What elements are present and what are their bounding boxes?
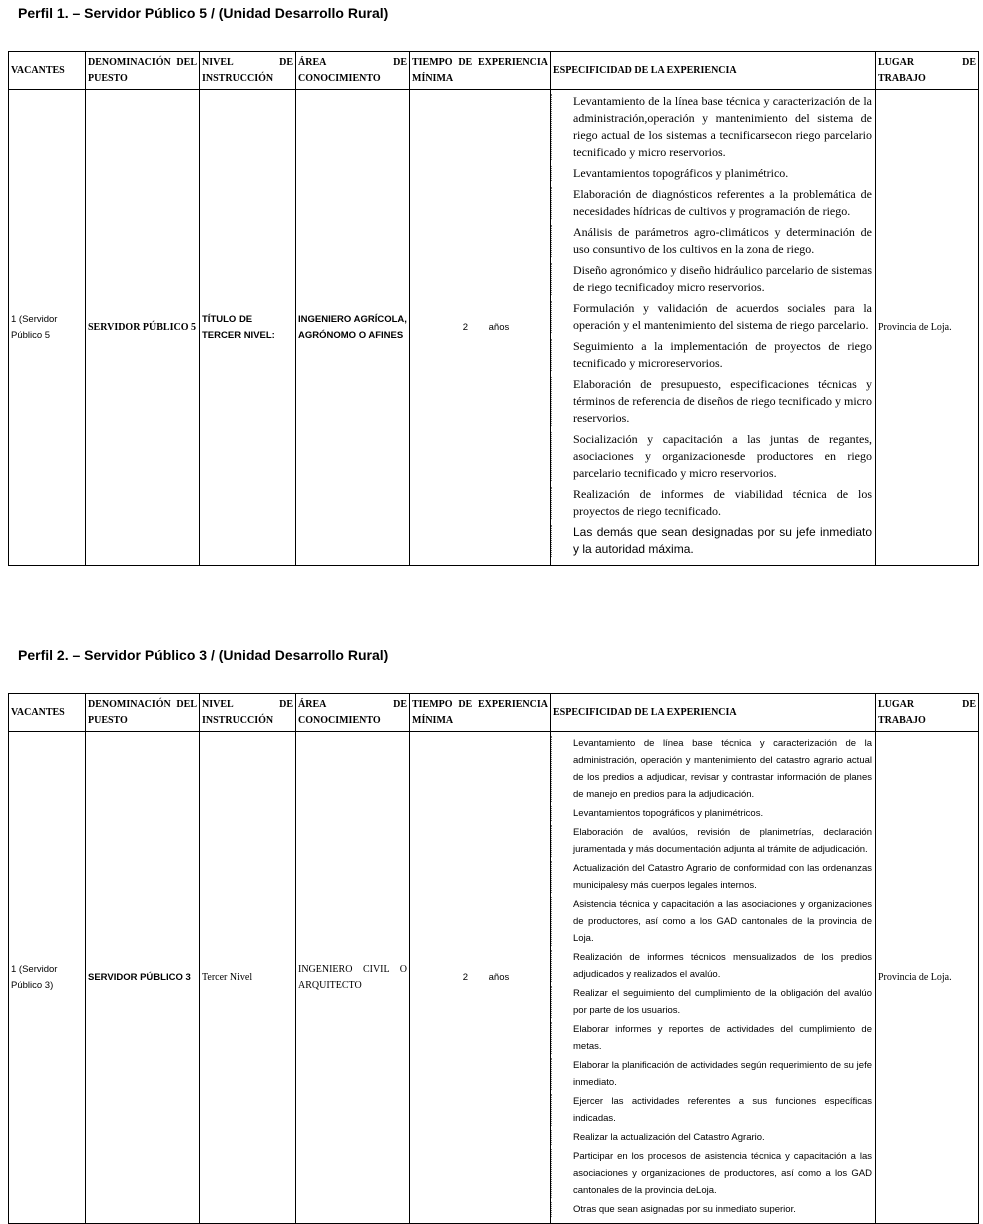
table-row <box>9 732 979 1224</box>
perfil-2-title: Perfil 2. – Servidor Público 3 / (Unidad Desarrollo Rural) <box>18 647 389 663</box>
table-row <box>9 90 979 566</box>
list-item: Otras que sean asignadas por su inmediato superior. <box>551 1201 872 1218</box>
cell-vacantes: 1 (Servidor Público 3) <box>9 732 86 1224</box>
list-item: Realización de informes técnicos mensualizados de los predios adjudicados y realizados el avalúo. <box>551 949 872 983</box>
table-header-row <box>9 694 979 732</box>
perfil-1-title: Perfil 1. – Servidor Público 5 / (Unidad Desarrollo Rural) <box>18 5 389 21</box>
list-item: Realizar la actualización del Catastro Agrario. <box>551 1129 872 1146</box>
tiempo-unit: años <box>488 321 510 333</box>
list-item: Realizar el seguimiento del cumplimiento de la obligación del avalúo por parte de los usuarios. <box>551 985 872 1019</box>
header-especificidad: ESPECIFICIDAD DE LA EXPERIENCIA <box>551 694 876 732</box>
cell-tiempo <box>410 732 551 1224</box>
list-item: Levantamientos topográficos y planimétrico. <box>551 165 872 182</box>
cell-nivel: Tercer Nivel <box>200 732 296 1224</box>
list-item: Ejercer las actividades referentes a sus funciones específicas indicadas. <box>551 1093 872 1127</box>
header-nivel: NIVEL DE INSTRUCCIÓN <box>200 694 296 732</box>
list-item: Elaboración de presupuesto, especificaciones técnicas y términos de referencia de diseños de riego tecnificado y micro reservorios. <box>551 376 872 427</box>
list-item: Asistencia técnica y capacitación a las asociaciones y organizaciones de productores, así como a los GAD cantonales de la provincia de Loja. <box>551 896 872 947</box>
perfil-1-table <box>8 51 979 566</box>
header-tiempo: TIEMPO DE EXPERIENCIA MÍNIMA <box>410 52 551 90</box>
cell-denominacion: SERVIDOR PÚBLICO 5 <box>86 90 200 566</box>
header-area: ÁREA DE CONOCIMIENTO <box>296 52 410 90</box>
list-item: Elaboración de avalúos, revisión de planimetrías, declaración juramentada y más documentación adjunta al trámite de adjudicación. <box>551 824 872 858</box>
cell-tiempo <box>410 90 551 566</box>
list-item: Levantamientos topográficos y planimétricos. <box>551 805 872 822</box>
list-item: Levantamiento de la línea base técnica y caracterización de la administración,operación y mantenimiento del sistema de riego actual de los sistemas a tecnificarsecon riego parcelario tecnificado y micro reservorios. <box>551 93 872 161</box>
tiempo-unit: años <box>488 971 510 983</box>
perfil-2-table <box>8 693 979 1224</box>
especificidad-list <box>551 735 872 1218</box>
header-nivel: NIVEL DE INSTRUCCIÓN <box>200 52 296 90</box>
list-item: Socialización y capacitación a las juntas de regantes, asociaciones y organizacionesde productores en riego parcelario tecnificado y micro reservorios. <box>551 431 872 482</box>
list-item: Actualización del Catastro Agrario de conformidad con las ordenanzas municipalesy más cuerpos legales internos. <box>551 860 872 894</box>
list-item: Elaborar la planificación de actividades según requerimiento de su jefe inmediato. <box>551 1057 872 1091</box>
header-area: ÁREA DE CONOCIMIENTO <box>296 694 410 732</box>
header-vacantes: VACANTES <box>9 52 86 90</box>
list-item: Participar en los procesos de asistencia técnica y capacitación a las asociaciones y organizaciones de productores, así como a los GAD cantonales de la provincia deLoja. <box>551 1148 872 1199</box>
cell-area: INGENIERO CIVIL O ARQUITECTO <box>296 732 410 1224</box>
header-lugar: LUGAR DE TRABAJO <box>876 52 979 90</box>
header-tiempo: TIEMPO DE EXPERIENCIA MÍNIMA <box>410 694 551 732</box>
cell-area: INGENIERO AGRÍCOLA, AGRÓNOMO O AFINES <box>296 90 410 566</box>
header-lugar: LUGAR DE TRABAJO <box>876 694 979 732</box>
list-item: Formulación y validación de acuerdos sociales para la operación y el mantenimiento del sistema de riego parcelario. <box>551 300 872 334</box>
cell-vacantes: 1 (Servidor Público 5 <box>9 90 86 566</box>
table-header-row <box>9 52 979 90</box>
header-especificidad: ESPECIFICIDAD DE LA EXPERIENCIA <box>551 52 876 90</box>
list-item: Seguimiento a la implementación de proyectos de riego tecnificado y microreservorios. <box>551 338 872 372</box>
tiempo-number: 2 <box>462 971 468 983</box>
cell-lugar: Provincia de Loja. <box>876 732 979 1224</box>
list-item: Elaborar informes y reportes de actividades del cumplimiento de metas. <box>551 1021 872 1055</box>
list-item: Levantamiento de línea base técnica y caracterización de la administración, operación y mantenimiento del catastro agrario actual de los predios a adjudicar, revisar y contrastar información de planes de manejo en predios para la adjudicación. <box>551 735 872 803</box>
cell-lugar: Provincia de Loja. <box>876 90 979 566</box>
cell-nivel: TÍTULO DE TERCER NIVEL: <box>200 90 296 566</box>
cell-denominacion: SERVIDOR PÚBLICO 3 <box>86 732 200 1224</box>
tiempo-number: 2 <box>462 321 468 333</box>
header-denominacion: DENOMINACIÓN DEL PUESTO <box>86 52 200 90</box>
list-item: Análisis de parámetros agro-climáticos y determinación de uso consuntivo de los cultivos en la zona de riego. <box>551 224 872 258</box>
list-item: Elaboración de diagnósticos referentes a la problemática de necesidades hídricas de cultivos y programación de riego. <box>551 186 872 220</box>
header-denominacion: DENOMINACIÓN DEL PUESTO <box>86 694 200 732</box>
cell-especificidad <box>551 732 876 1224</box>
list-item: Diseño agronómico y diseño hidráulico parcelario de sistemas de riego tecnificadoy micro reservorios. <box>551 262 872 296</box>
header-vacantes: VACANTES <box>9 694 86 732</box>
cell-especificidad <box>551 90 876 566</box>
list-item: Realización de informes de viabilidad técnica de los proyectos de riego tecnificado. <box>551 486 872 520</box>
especificidad-list <box>551 93 872 558</box>
list-item: Las demás que sean designadas por su jefe inmediato y la autoridad máxima. <box>551 524 872 558</box>
